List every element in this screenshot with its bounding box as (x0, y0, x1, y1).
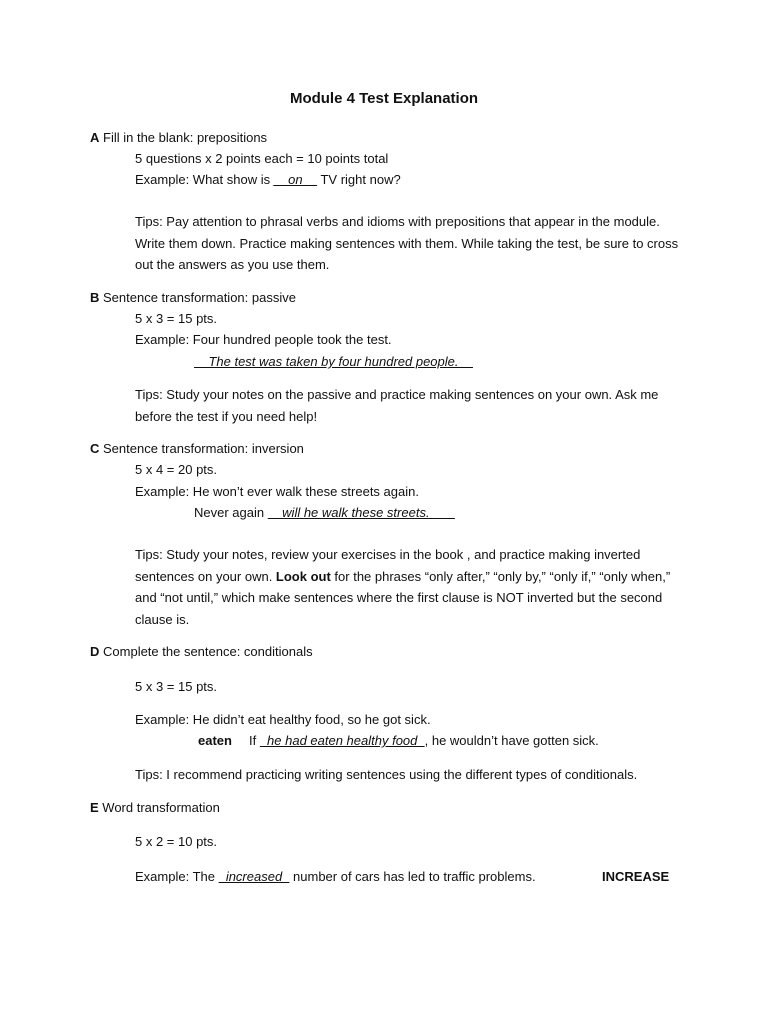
section-c-answer (194, 502, 455, 523)
section-c-tips (135, 544, 680, 630)
section-e-example-prefix: Example: The (135, 869, 219, 884)
section-c-letter: C (90, 441, 100, 456)
section-b-tips: Tips: Study your notes on the passive and practice making sentences on your own. Ask me before the test if you need help! (135, 387, 659, 424)
section-c-points: 5 x 4 = 20 pts. (135, 462, 218, 477)
section-b-answer-blank: The test was taken by four hundred people. (194, 354, 473, 369)
section-d-answer-blank: he had eaten healthy food (259, 733, 425, 748)
section-a-heading (90, 127, 267, 148)
section-e-example-suffix: number of cars has led to traffic problems. (289, 869, 536, 884)
section-a-title: Fill in the blank: prepositions (103, 130, 268, 145)
section-d-title: Complete the sentence: conditionals (103, 644, 313, 659)
section-d-tips: Tips: I recommend practicing writing sentences using the different types of conditionals. (135, 767, 638, 782)
section-e-title: Word transformation (102, 800, 220, 815)
section-c-tips-intro: Tips: Study your notes, review your exercises in the book , and practice making inverted sentences on your own. (135, 547, 641, 584)
section-d-heading (90, 641, 313, 662)
section-a-example (135, 169, 401, 190)
section-b-heading (90, 287, 296, 308)
section-a-points: 5 questions x 2 points each = 10 points total (135, 151, 389, 166)
section-b-example: Example: Four hundred people took the test. (135, 332, 392, 347)
section-d-keyword: eaten (198, 733, 232, 748)
section-c-tips-bold: Look out (275, 568, 331, 584)
section-a-example-blank: __on__ (273, 172, 318, 187)
section-c-tips-rest: for the phrases “only after,” “only by,” “only if,” “only when,” and “not until,” which make sentences where the first clause is NOT inverted but the second clause is. (135, 568, 671, 627)
section-b-letter: B (90, 290, 100, 305)
section-e-heading (90, 797, 220, 818)
section-c-heading (90, 438, 304, 459)
section-b-points: 5 x 3 = 15 pts. (135, 311, 218, 326)
section-e-keyword: INCREASE (602, 869, 670, 884)
section-a-example-suffix: TV right now? (317, 172, 401, 187)
section-c-title: Sentence transformation: inversion (103, 441, 304, 456)
section-b-title: Sentence transformation: passive (103, 290, 296, 305)
section-d-letter: D (90, 644, 100, 659)
section-d-points: 5 x 3 = 15 pts. (135, 679, 218, 694)
section-d-answer (198, 730, 599, 751)
section-c-answer-prefix: Never again (194, 505, 268, 520)
section-b-answer (194, 351, 473, 372)
page-title: Module 4 Test Explanation (289, 90, 479, 107)
section-d-example: Example: He didn’t eat healthy food, so he got sick. (135, 712, 431, 727)
section-c-answer-blank: will he walk these streets. (267, 505, 455, 520)
section-e-letter: E (90, 800, 99, 815)
section-d-answer-prefix: If (248, 733, 260, 748)
section-e-points: 5 x 2 = 10 pts. (135, 834, 218, 849)
section-c-example: Example: He won’t ever walk these streets again. (135, 484, 419, 499)
section-a-example-prefix: Example: What show is (135, 172, 274, 187)
section-a-tips: Tips: Pay attention to phrasal verbs and idioms with prepositions that appear in the module. Write them down. Practice making sentences with them. While taking the test, be sure to cross out the answers as you use them. (135, 214, 679, 272)
section-e-example-blank: increased (218, 869, 290, 884)
section-a-letter: A (90, 130, 100, 145)
section-e-example (135, 866, 536, 887)
section-d-answer-suffix: , he wouldn’t have gotten sick. (424, 733, 599, 748)
